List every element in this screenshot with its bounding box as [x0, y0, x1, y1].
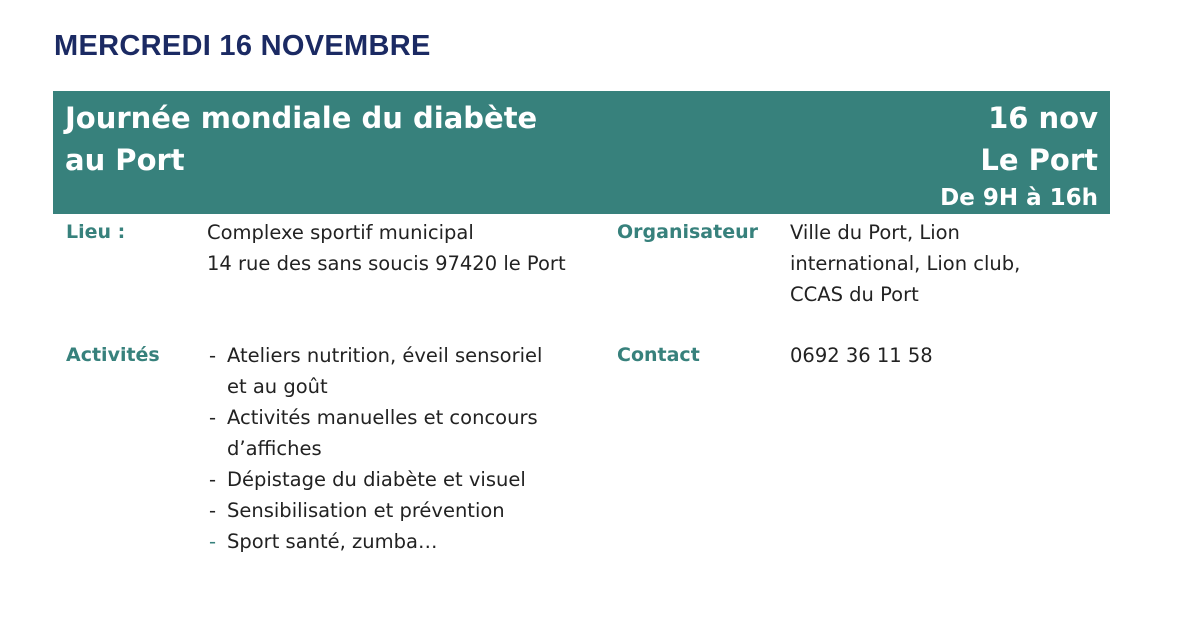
activity-item — [209, 526, 542, 557]
organisateur-line: international, Lion club, — [790, 252, 1021, 275]
event-title-line: au Port — [65, 143, 185, 177]
organisateur-line: CCAS du Port — [790, 283, 919, 306]
activity-item — [209, 495, 542, 526]
activites-list — [209, 340, 542, 557]
activity-item — [209, 464, 542, 495]
event-hours: De 9H à 16h — [940, 185, 1098, 211]
organisateur-line: Ville du Port, Lion — [790, 221, 960, 244]
activity-line: Ateliers nutrition, éveil sensoriel — [227, 344, 543, 367]
bullet-dash: - — [209, 406, 217, 429]
bullet-dash: - — [209, 530, 217, 553]
bullet-dash: - — [209, 344, 217, 367]
activity-line: Sensibilisation et prévention — [227, 499, 505, 522]
activity-line: Sport santé, zumba… — [227, 530, 438, 553]
activity-line: d’affiches — [227, 437, 322, 460]
bullet-dash: - — [209, 468, 217, 491]
contact-phone: 0692 36 11 58 — [790, 344, 933, 367]
activites-label: Activités — [66, 344, 160, 366]
event-title — [65, 97, 537, 181]
activity-line: Activités manuelles et concours — [227, 406, 538, 429]
organisateur-label: Organisateur — [617, 221, 758, 243]
lieu-line: Complexe sportif municipal — [207, 221, 474, 244]
event-banner — [53, 91, 1110, 214]
lieu-label: Lieu : — [66, 221, 126, 243]
activity-item — [209, 340, 542, 402]
activity-line: et au goût — [227, 375, 328, 398]
contact-label: Contact — [617, 344, 700, 366]
bullet-dash: - — [209, 499, 217, 522]
organisateur-value — [790, 217, 1020, 310]
page-heading: MERCREDI 16 NOVEMBRE — [54, 30, 431, 62]
lieu-value — [207, 217, 566, 279]
event-place: Le Port — [980, 143, 1098, 177]
lieu-line: 14 rue des sans soucis 97420 le Port — [207, 252, 566, 275]
event-meta — [940, 97, 1098, 215]
activity-line: Dépistage du diabète et visuel — [227, 468, 526, 491]
event-title-line: Journée mondiale du diabète — [65, 101, 538, 135]
activity-item — [209, 402, 542, 464]
event-date: 16 nov — [988, 101, 1098, 135]
